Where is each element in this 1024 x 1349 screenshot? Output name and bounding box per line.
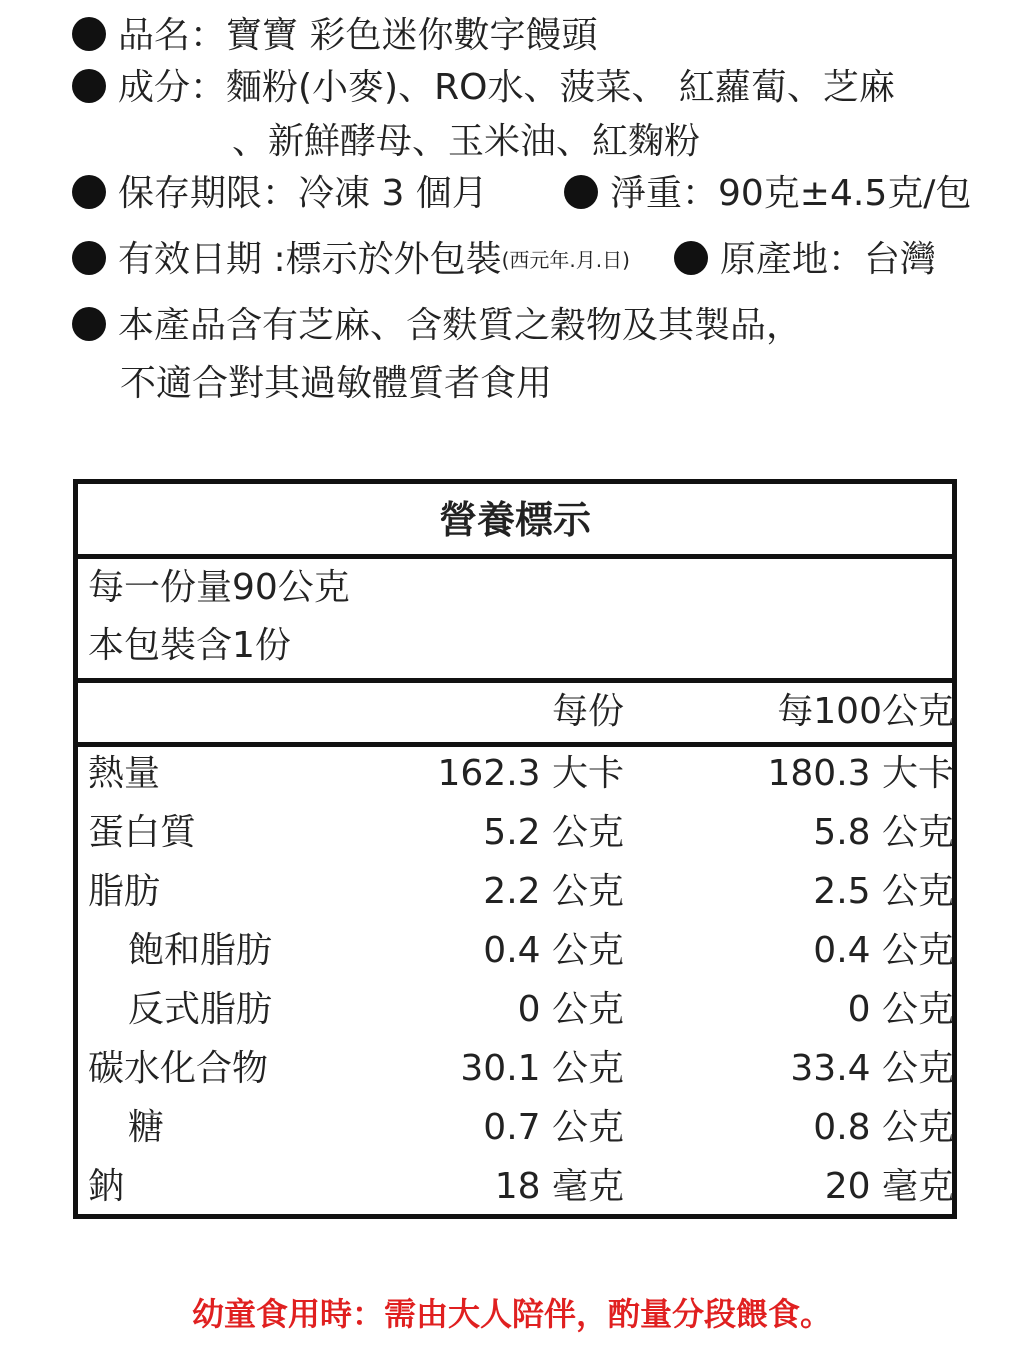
per-100g-value: 0.4 公克 (813, 930, 954, 971)
divider (78, 678, 952, 683)
per-serving-value: 0.7 公克 (483, 1107, 624, 1148)
divider (78, 742, 952, 747)
per-100g-value: 0.8 公克 (813, 1107, 954, 1148)
per-serving-value: 162.3 大卡 (437, 753, 624, 794)
info-allergen: 本產品含有芝麻、含麩質之穀物及其製品， (72, 304, 802, 348)
info-allergen-cont: 不適合對其過敏體質者食用 (120, 363, 553, 404)
per-serving-value: 0 公克 (517, 989, 624, 1030)
col-per-100g: 每100公克 (777, 691, 954, 732)
bullet-icon (564, 175, 598, 209)
nutrition-title: 營養標示 (438, 498, 591, 542)
per-100g-value: 20 毫克 (824, 1166, 954, 1207)
nutrient-name: 反式脂肪 (128, 989, 273, 1030)
bullet-icon (72, 69, 106, 103)
info-ingredients-cont: 、新鮮酵母、玉米油、紅麴粉 (232, 121, 701, 162)
serving-size: 每一份量90公克 (88, 567, 350, 608)
info-expiry: 有效日期 :標示於外包裝(西元年.月.日) (72, 238, 630, 282)
nutrition-facts-panel (73, 479, 957, 1219)
bullet-icon (674, 241, 708, 275)
info-shelf-life: 保存期限：冷凍 3 個月 (72, 172, 488, 216)
servings-per-pack: 本包裝含1份 (88, 625, 291, 666)
per-serving-value: 2.2 公克 (483, 871, 624, 912)
info-origin: 原產地：台灣 (674, 238, 936, 282)
bullet-icon (72, 307, 106, 341)
per-100g-value: 33.4 公克 (790, 1048, 954, 1089)
per-serving-value: 30.1 公克 (460, 1048, 624, 1089)
per-serving-value: 5.2 公克 (483, 812, 624, 853)
expiry-format: (西元年.月.日) (501, 248, 630, 272)
per-100g-value: 5.8 公克 (813, 812, 954, 853)
child-warning: 幼童食用時：需由大人陪伴，酌量分段餵食。 (191, 1295, 832, 1333)
info-net-weight: 淨重：90克±4.5克/包 (564, 172, 971, 216)
nutrient-name: 糖 (128, 1107, 165, 1148)
per-100g-value: 2.5 公克 (813, 871, 954, 912)
per-100g-value: 0 公克 (847, 989, 954, 1030)
info-ingredients: 成分：麵粉(小麥)、RO水、菠菜、 紅蘿蔔、芝麻 (72, 66, 895, 110)
bullet-icon (72, 175, 106, 209)
nutrient-name: 蛋白質 (88, 812, 197, 853)
per-100g-value: 180.3 大卡 (767, 753, 954, 794)
info-product-name: 品名：寶寶 彩色迷你數字饅頭 (72, 14, 597, 58)
bullet-icon (72, 241, 106, 275)
nutrient-name: 熱量 (88, 753, 161, 794)
per-serving-value: 0.4 公克 (483, 930, 624, 971)
bullet-icon (72, 17, 106, 51)
per-serving-value: 18 毫克 (494, 1166, 624, 1207)
nutrient-name: 脂肪 (88, 871, 161, 912)
nutrient-name: 飽和脂肪 (128, 930, 273, 971)
nutrient-name: 鈉 (88, 1166, 125, 1207)
nutrient-name: 碳水化合物 (88, 1048, 269, 1089)
col-per-serving: 每份 (551, 691, 624, 732)
divider (78, 554, 952, 559)
